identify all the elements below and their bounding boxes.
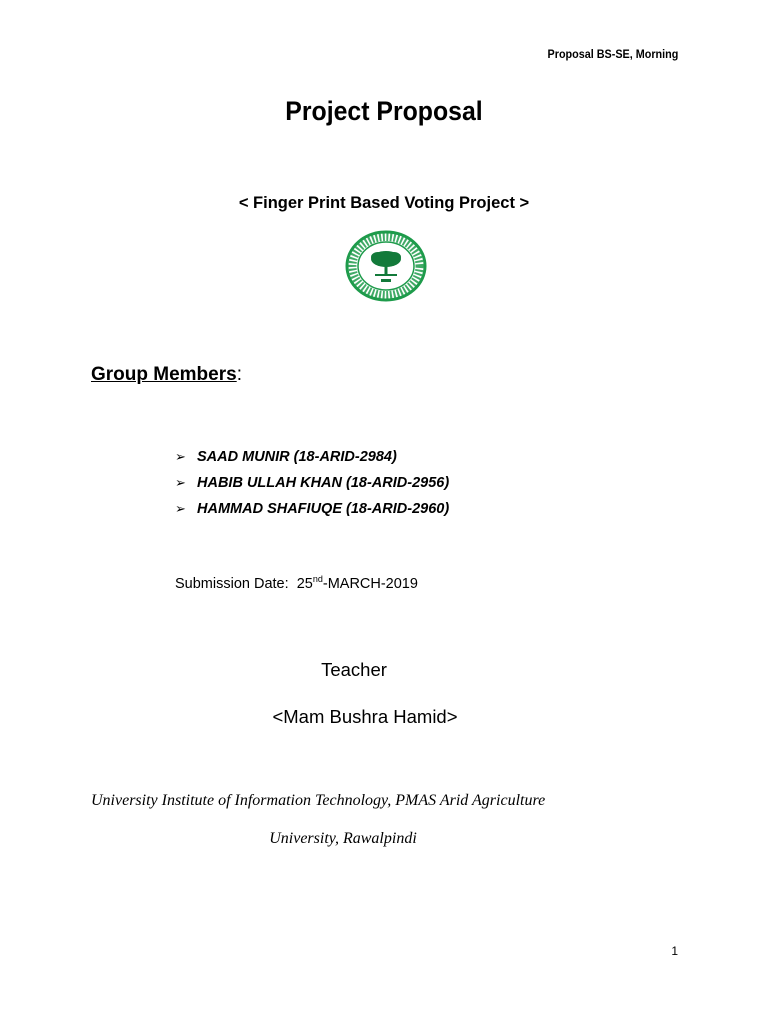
institute-line-1: University Institute of Information Technology, PMAS Arid Agriculture xyxy=(91,792,546,809)
submission-month-year: -MARCH-2019 xyxy=(322,576,418,592)
document-title: Project Proposal xyxy=(285,96,483,126)
group-members-heading xyxy=(91,364,242,386)
submission-day: 25 xyxy=(296,576,313,592)
teacher-name: <Mam Bushra Hamid> xyxy=(272,706,458,727)
member-name: HAMMAD SHAFIUQE (18-ARID-2960) xyxy=(197,501,450,517)
group-members-colon: : xyxy=(236,364,242,385)
list-item xyxy=(175,496,449,522)
arrow-bullet-icon: ➢ xyxy=(175,501,186,516)
submission-label: Submission Date: xyxy=(175,576,289,592)
member-name: SAAD MUNIR (18-ARID-2984) xyxy=(197,449,397,465)
submission-date xyxy=(175,574,418,592)
page-number: 1 xyxy=(671,944,678,958)
list-item xyxy=(175,470,449,496)
group-members-heading-text: Group Members xyxy=(91,364,237,385)
arrow-bullet-icon: ➢ xyxy=(175,449,186,464)
university-seal-icon xyxy=(345,230,427,302)
member-name: HABIB ULLAH KHAN (18-ARID-2956) xyxy=(197,475,450,491)
list-item xyxy=(175,444,449,470)
project-subtitle: < Finger Print Based Voting Project > xyxy=(238,194,530,212)
institute-line-2: University, Rawalpindi xyxy=(269,830,417,847)
teacher-label: Teacher xyxy=(321,659,387,680)
arrow-bullet-icon: ➢ xyxy=(175,475,186,490)
group-members-list xyxy=(175,444,449,522)
submission-day-suffix: nd xyxy=(312,574,323,584)
running-header: Proposal BS-SE, Morning xyxy=(547,47,678,61)
